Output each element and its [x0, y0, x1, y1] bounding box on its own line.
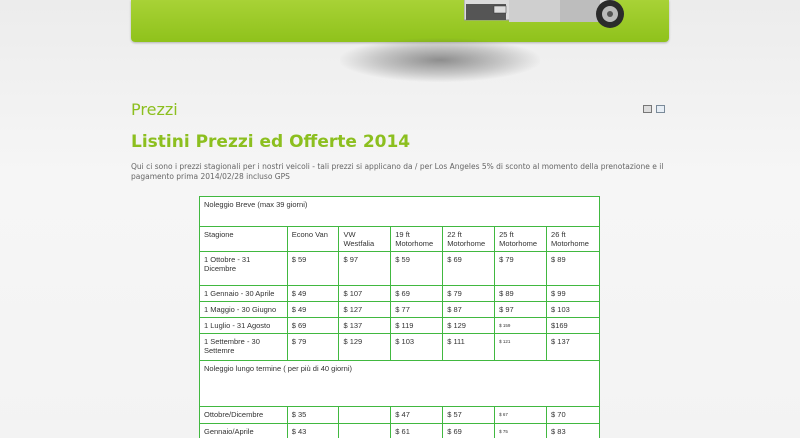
table-row: [200, 286, 600, 302]
price-cell: $ 69: [443, 424, 495, 438]
header-banner: [131, 0, 669, 42]
section-heading-short: Noleggio Breve (max 39 giorni): [200, 197, 600, 227]
header-cell: 25 ft Motorhome: [495, 227, 547, 252]
season-cell: 1 Maggio - 30 Giugno: [200, 302, 288, 318]
price-cell: $ 49: [287, 286, 339, 302]
price-cell: $ 127: [339, 302, 391, 318]
print-icon[interactable]: [643, 105, 652, 113]
header-cell: Econo Van: [287, 227, 339, 252]
header-cell: Stagione: [200, 227, 288, 252]
article-tools: [643, 105, 665, 113]
email-icon[interactable]: [656, 105, 665, 113]
season-cell: Ottobre/Dicembre: [200, 407, 288, 424]
intro-text: Qui ci sono i prezzi stagionali per i nostri veicoli - tali prezzi si applicano da / per Los Angeles 5% di sconto al momento della prenotazione e il pagamento prima 2014/02/28 incluso GPS: [131, 162, 664, 181]
price-cell: $ 43: [287, 424, 339, 438]
price-cell: $ 119: [391, 318, 443, 334]
section-title: Prezzi: [131, 100, 178, 119]
table-section-row: [200, 361, 600, 407]
price-cell: $ 111: [443, 334, 495, 361]
season-cell: Gennaio/Aprile: [200, 424, 288, 438]
price-cell: $ 69: [391, 286, 443, 302]
article-title: Listini Prezzi ed Offerte 2014: [131, 132, 411, 152]
price-cell: $ 59: [391, 252, 443, 286]
price-cell: $ 83: [547, 424, 600, 438]
price-cell: $ 99: [547, 286, 600, 302]
header-cell: 19 ft Motorhome: [391, 227, 443, 252]
price-cell: $ 103: [391, 334, 443, 361]
price-cell: $ 121: [495, 334, 547, 361]
price-cell: $ 69: [443, 252, 495, 286]
price-cell: [339, 407, 391, 424]
price-cell: $169: [547, 318, 600, 334]
price-cell: $ 137: [547, 334, 600, 361]
price-cell: $ 87: [443, 302, 495, 318]
header-cell: VW Westfalia: [339, 227, 391, 252]
price-cell: $ 159: [495, 318, 547, 334]
price-table: [199, 196, 600, 438]
table-header-row: [200, 227, 600, 252]
price-cell: $ 47: [391, 407, 443, 424]
price-cell: $ 137: [339, 318, 391, 334]
banner-shadow: [340, 38, 540, 82]
table-section-row: [200, 197, 600, 227]
table-row: [200, 318, 600, 334]
price-cell: $ 61: [391, 424, 443, 438]
price-cell: $ 107: [339, 286, 391, 302]
price-cell: $ 103: [547, 302, 600, 318]
season-cell: 1 Gennaio - 30 Aprile: [200, 286, 288, 302]
table-row: [200, 407, 600, 424]
price-cell: $ 69: [287, 318, 339, 334]
season-cell: 1 Settembre - 30 Settemre: [200, 334, 288, 361]
season-cell: 1 Luglio - 31 Agosto: [200, 318, 288, 334]
price-cell: $ 59: [287, 252, 339, 286]
price-cell: $ 97: [495, 302, 547, 318]
price-cell: $ 49: [287, 302, 339, 318]
price-cell: $ 75: [495, 424, 547, 438]
price-cell: $ 35: [287, 407, 339, 424]
price-cell: $ 57: [443, 407, 495, 424]
season-cell: 1 Ottobre - 31 Dicembre: [200, 252, 288, 286]
table-row: [200, 424, 600, 438]
price-cell: $ 129: [339, 334, 391, 361]
price-cell: $ 79: [287, 334, 339, 361]
header-cell: 26 ft Motorhome: [547, 227, 600, 252]
price-cell: $ 77: [391, 302, 443, 318]
price-cell: $ 79: [495, 252, 547, 286]
price-cell: $ 67: [495, 407, 547, 424]
price-cell: $ 79: [443, 286, 495, 302]
price-cell: $ 89: [495, 286, 547, 302]
price-cell: $ 97: [339, 252, 391, 286]
table-row: [200, 252, 600, 286]
table-row: [200, 334, 600, 361]
price-cell: $ 129: [443, 318, 495, 334]
price-cell: $ 70: [547, 407, 600, 424]
section-heading-long: Noleggio lungo termine ( per più di 40 giorni): [200, 361, 600, 407]
header-cell: 22 ft Motorhome: [443, 227, 495, 252]
price-cell: $ 89: [547, 252, 600, 286]
table-row: [200, 302, 600, 318]
price-cell: [339, 424, 391, 438]
